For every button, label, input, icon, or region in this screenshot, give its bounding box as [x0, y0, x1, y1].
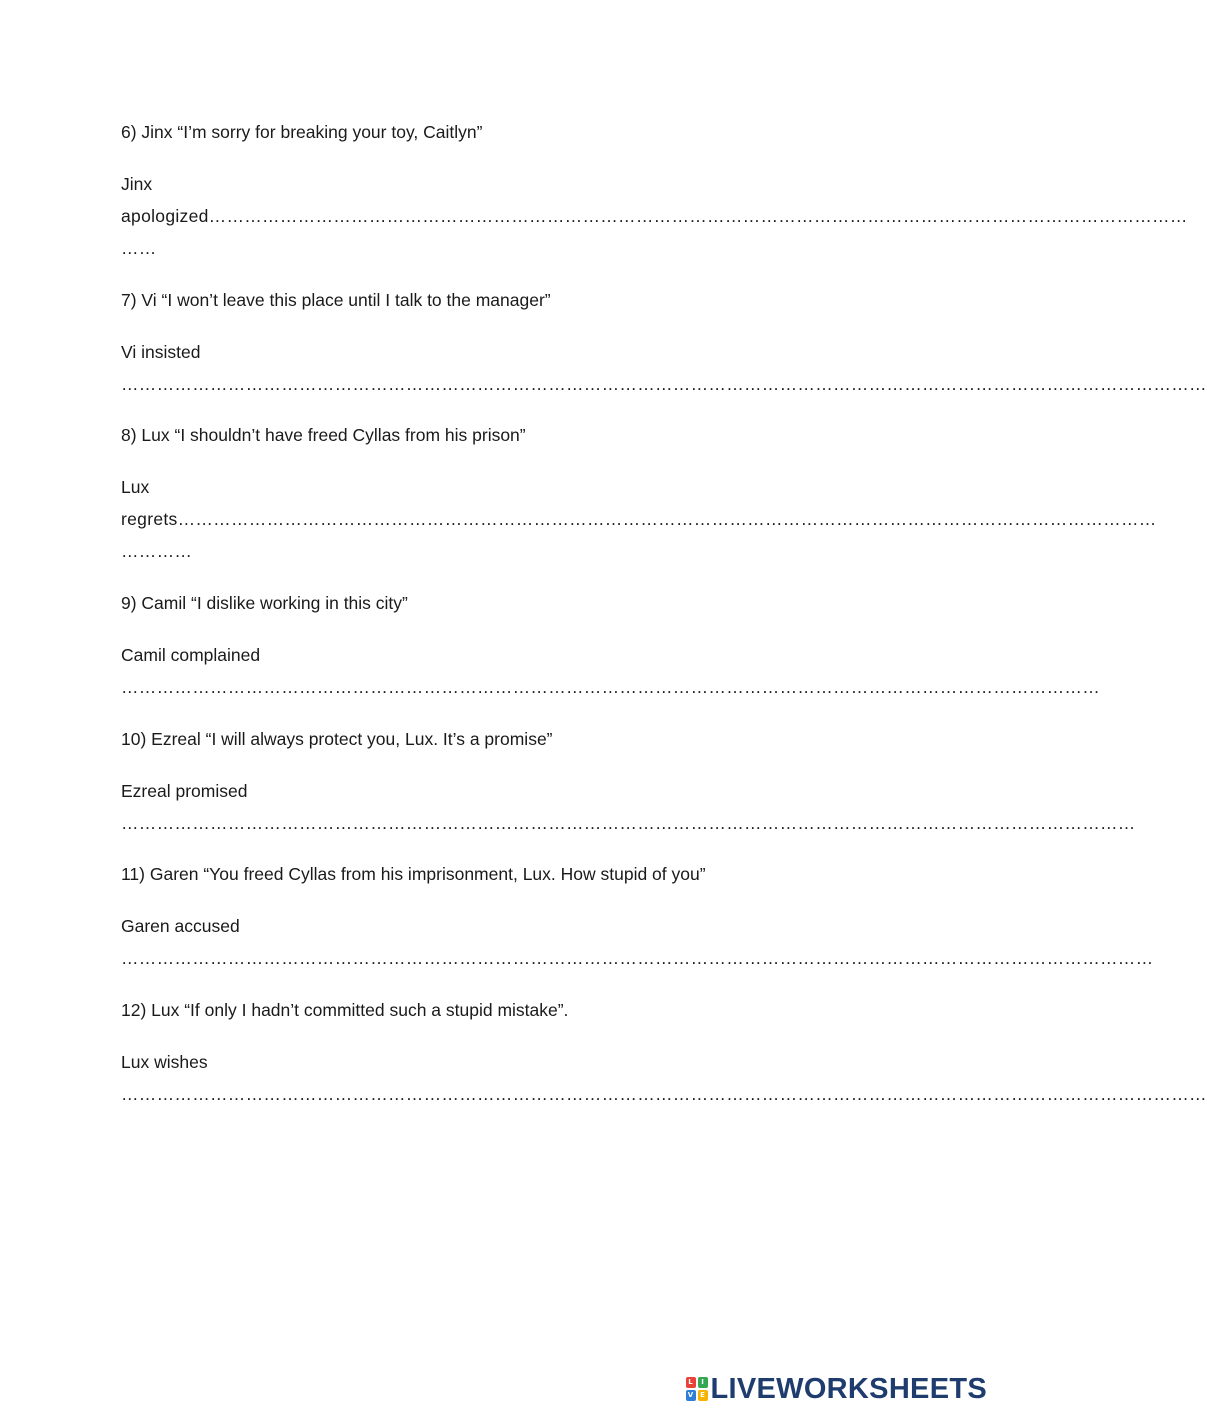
liveworksheets-logo — [686, 1371, 988, 1407]
answer-stem-9: Camil complained — [121, 645, 261, 665]
answer-line-11[interactable]: ………………………………………………………………………………………………………………………………………………………… — [121, 948, 1154, 968]
question-11: 11) Garen “You freed Cyllas from his imprisonment, Lux. How stupid of you” — [121, 864, 706, 884]
liveworksheets-logo-icon — [686, 1377, 708, 1401]
answer-line-10[interactable]: ……………………………………………………………………………………………………………………………………………………… — [121, 813, 1136, 833]
answer-line-8-continued[interactable]: ………… — [121, 541, 193, 561]
question-9: 9) Camil “I dislike working in this city” — [121, 593, 408, 613]
answer-stem-6: Jinx — [121, 174, 153, 194]
logo-letter-i: I — [698, 1377, 708, 1388]
liveworksheets-brand-text: LIVEWORKSHEETS — [710, 1372, 987, 1405]
answer-line-6[interactable]: apologized………………………………………………………………………………………………………………………………………………… — [121, 206, 1188, 226]
answer-line-8[interactable]: regrets………………………………………………………………………………………………………………………………………………… — [121, 509, 1157, 529]
logo-letter-e: E — [698, 1390, 708, 1401]
answer-line-12[interactable]: ………………………………………………………………………………………………………………………………………………………………… — [121, 1084, 1207, 1104]
answer-line-9[interactable]: ………………………………………………………………………………………………………………………………………………… — [121, 677, 1100, 697]
question-8: 8) Lux “I shouldn’t have freed Cyllas from his prison” — [121, 425, 526, 445]
answer-stem-8: Lux — [121, 477, 150, 497]
question-6: 6) Jinx “I’m sorry for breaking your toy, Caitlyn” — [121, 122, 483, 142]
answer-stem-10: Ezreal promised — [121, 781, 248, 801]
answer-stem-7: Vi insisted — [121, 342, 201, 362]
question-10: 10) Ezreal “I will always protect you, Lux. It’s a promise” — [121, 729, 553, 749]
answer-stem-12: Lux wishes — [121, 1052, 208, 1072]
answer-line-6-continued[interactable]: …… — [121, 238, 157, 258]
logo-letter-l: L — [686, 1377, 696, 1388]
question-12: 12) Lux “If only I hadn’t committed such a stupid mistake”. — [121, 1000, 569, 1020]
answer-stem-11: Garen accused — [121, 916, 240, 936]
logo-letter-v: V — [686, 1390, 696, 1401]
answer-line-7[interactable]: ………………………………………………………………………………………………………………………………………………………………… — [121, 374, 1207, 394]
question-7: 7) Vi “I won’t leave this place until I talk to the manager” — [121, 290, 551, 310]
